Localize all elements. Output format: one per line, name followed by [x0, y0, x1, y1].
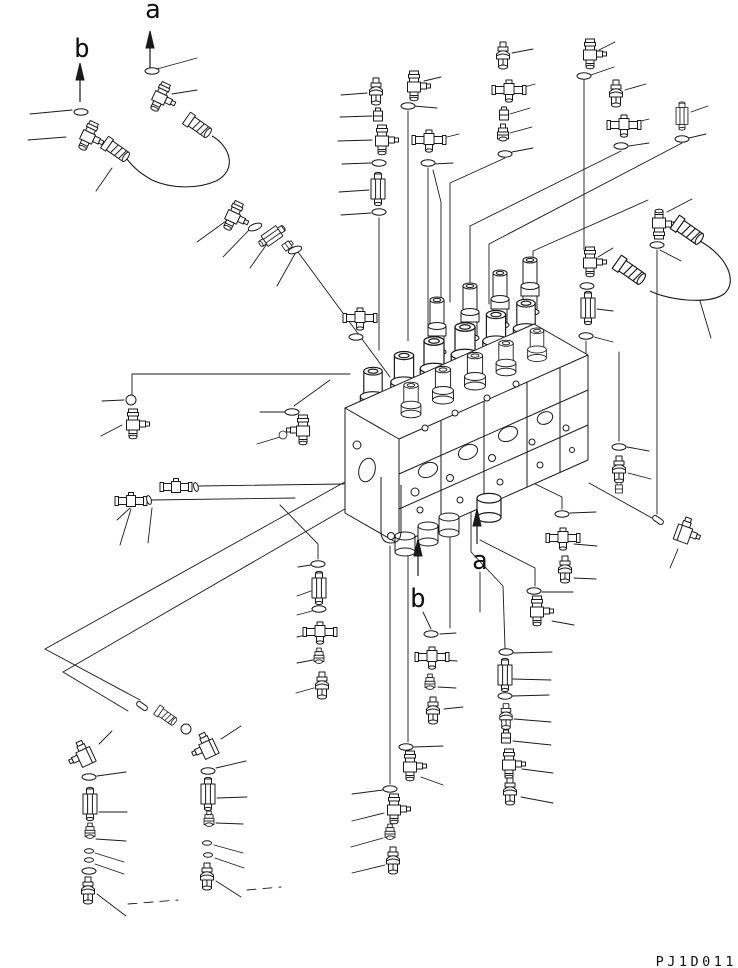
leader-line	[296, 688, 314, 693]
part-oring	[82, 774, 96, 780]
part-valve	[316, 672, 329, 699]
leader-line	[689, 134, 706, 138]
part-hosefit	[612, 255, 648, 287]
part-oring	[401, 103, 415, 109]
leader-line	[216, 881, 241, 897]
bottom-cap	[439, 513, 459, 537]
leader-line	[597, 309, 613, 311]
leader-line	[629, 143, 649, 146]
part-oring	[145, 68, 159, 74]
leader-line	[594, 337, 613, 342]
part-oring-sm	[85, 858, 94, 862]
leader-line	[298, 565, 311, 567]
part-tee	[412, 130, 446, 152]
part-hosefit	[101, 136, 132, 164]
bottom-cap	[477, 493, 501, 522]
leader-line	[700, 301, 711, 338]
leader-line	[352, 813, 384, 821]
part-elbow	[531, 596, 554, 626]
bottom-cap	[395, 532, 415, 556]
part-oring	[399, 744, 413, 750]
leader-line	[216, 823, 243, 824]
part-oring	[612, 444, 626, 450]
bottom-cap	[418, 522, 438, 546]
leader-line	[574, 578, 596, 579]
hose-top-left	[127, 136, 229, 187]
part-valve	[387, 847, 400, 874]
part-oring	[527, 588, 541, 594]
leader-line	[512, 695, 549, 696]
part-oring	[311, 561, 325, 567]
leader-line	[339, 190, 369, 192]
leader-line	[128, 900, 178, 904]
leader-line	[421, 777, 443, 785]
leader-line	[591, 67, 614, 75]
part-elbow-block	[186, 730, 219, 763]
view-arrow-a-top	[146, 31, 154, 68]
leader-line	[423, 612, 431, 629]
view-label-a-mid: a	[472, 546, 488, 576]
part-valve	[82, 877, 95, 904]
valve-cap	[528, 328, 547, 362]
leader-line	[341, 93, 367, 95]
part-elbow	[388, 794, 411, 824]
leader-line	[120, 509, 131, 545]
leader-line	[216, 761, 246, 768]
part-oring	[201, 768, 215, 774]
leader-line	[132, 374, 350, 395]
part-oring	[312, 606, 326, 612]
part-connector	[371, 172, 385, 205]
part-oring	[579, 333, 593, 339]
leader-line	[440, 633, 456, 634]
part-connector	[201, 777, 215, 810]
leader-line	[552, 621, 574, 625]
leader-line	[95, 864, 124, 874]
part-tee	[415, 647, 449, 669]
part-connector	[312, 571, 326, 604]
part-oring	[372, 160, 386, 166]
leader-line	[691, 106, 708, 112]
leader-line	[670, 549, 678, 568]
leader-line	[280, 505, 318, 559]
part-elbow-block	[63, 738, 96, 771]
leader-line	[340, 116, 372, 117]
part-washer	[181, 724, 191, 734]
view-label-b-mid: b	[410, 584, 426, 614]
part-pin	[136, 701, 149, 712]
part-oring	[421, 160, 435, 166]
part-elbow	[148, 81, 181, 118]
leader-line	[101, 425, 122, 436]
leader-line	[63, 506, 350, 711]
leader-line	[514, 719, 551, 722]
part-connector	[83, 787, 97, 820]
part-oring-sm	[204, 853, 213, 857]
leader-line	[96, 168, 112, 191]
view-label-b-top: b	[74, 34, 90, 64]
part-elbow	[404, 751, 427, 781]
part-plug	[314, 648, 324, 663]
part-elbow	[584, 39, 607, 69]
part-oring	[424, 631, 438, 637]
part-oring	[247, 222, 262, 233]
part-elbow	[503, 749, 526, 779]
part-hosefit	[670, 215, 706, 247]
part-connector	[498, 658, 512, 691]
leader-line	[341, 213, 371, 215]
leader-line	[512, 148, 533, 152]
leader-line	[221, 726, 241, 739]
part-oring-sm	[193, 482, 200, 492]
leader-line	[277, 252, 296, 286]
part-connector	[581, 291, 595, 324]
leader-line	[96, 839, 126, 841]
leader-line	[102, 400, 124, 401]
leader-line	[297, 591, 311, 596]
valve-cap	[401, 382, 421, 418]
part-washer	[279, 431, 287, 439]
part-nut	[502, 730, 511, 743]
leader-line	[217, 797, 247, 798]
part-elbow	[408, 71, 431, 101]
leader-line	[151, 498, 295, 500]
part-oring	[285, 409, 299, 415]
part-oring-sm	[203, 841, 212, 845]
part-elbow	[127, 409, 150, 439]
leader-line	[660, 250, 681, 261]
part-oring	[372, 209, 386, 215]
part-hosefit	[154, 705, 179, 727]
leader-line	[434, 163, 453, 164]
part-elbow	[376, 125, 399, 155]
leader-line	[627, 447, 649, 451]
part-oring	[383, 786, 397, 792]
part-valve	[500, 704, 512, 730]
part-elbow-block	[673, 515, 705, 547]
part-plug	[204, 811, 214, 826]
part-tee	[303, 622, 337, 644]
leader-line	[297, 660, 313, 663]
leader-line	[521, 797, 553, 803]
leader-line	[257, 437, 280, 444]
part-valve	[497, 42, 510, 69]
part-oring	[498, 693, 512, 699]
leader-line	[444, 707, 463, 709]
leader-line	[599, 42, 615, 50]
part-tee	[607, 115, 641, 137]
leader-line	[570, 512, 596, 513]
leader-line	[294, 380, 330, 406]
part-tee	[343, 308, 377, 330]
part-union	[160, 479, 192, 493]
part-valve	[427, 697, 440, 724]
leader-line	[513, 679, 551, 680]
leader-line	[199, 484, 344, 486]
leader-line	[172, 90, 197, 94]
part-oring	[577, 73, 591, 79]
part-valve	[370, 78, 383, 105]
leader-line	[99, 731, 112, 744]
part-oring	[675, 136, 689, 142]
leader-line	[513, 741, 551, 745]
leader-line	[297, 611, 312, 615]
leader-line	[214, 845, 243, 853]
part-nut	[615, 483, 622, 493]
part-plug	[425, 674, 435, 689]
leader-line	[598, 248, 613, 257]
leader-line	[667, 199, 692, 212]
leader-line	[148, 508, 152, 543]
part-elbow	[584, 247, 607, 277]
leader-line	[250, 241, 269, 268]
leader-line	[45, 478, 352, 700]
leader-line	[522, 769, 553, 773]
part-connector	[676, 102, 688, 130]
part-oring	[82, 868, 96, 874]
part-nut	[500, 107, 509, 120]
leader-line	[97, 894, 126, 916]
drawing-code: PJ1D011	[655, 954, 737, 968]
leader-line	[414, 746, 443, 747]
leader-line	[342, 163, 371, 164]
leader-line	[28, 137, 66, 140]
part-oring	[499, 649, 513, 655]
part-hosefit	[183, 112, 214, 140]
part-oring	[614, 143, 628, 149]
part-tee	[492, 80, 526, 102]
leader-line	[513, 652, 552, 653]
leader-line	[30, 110, 72, 114]
part-union	[115, 493, 147, 507]
leader-line	[510, 127, 532, 133]
leader-line	[433, 170, 441, 318]
part-oring	[498, 151, 512, 157]
part-oring	[555, 511, 569, 517]
leader-line	[438, 687, 456, 688]
leader-line	[574, 544, 597, 546]
leader-line	[512, 49, 533, 53]
leader-line	[352, 865, 385, 873]
part-valve	[610, 80, 623, 107]
part-oring	[650, 242, 664, 248]
valve-cap	[433, 366, 454, 404]
part-washer	[126, 395, 136, 405]
valve-cap	[465, 352, 486, 390]
part-valve	[201, 863, 214, 890]
part-oring-sm	[85, 849, 94, 853]
valve-cap	[496, 340, 516, 376]
part-valve	[504, 778, 517, 805]
leader-line	[338, 140, 372, 141]
part-elbow	[287, 415, 310, 445]
part-oring	[74, 109, 88, 115]
part-oring	[580, 283, 594, 289]
view-label-a-top: a	[145, 0, 161, 25]
leader-line	[480, 540, 535, 586]
part-valve	[613, 456, 626, 483]
leader-line	[215, 858, 244, 868]
leader-line	[625, 84, 646, 90]
leader-line	[510, 108, 530, 114]
hose-right	[650, 241, 730, 300]
view-arrow-b-top	[76, 63, 84, 102]
part-tee	[546, 528, 580, 550]
leader-line	[447, 134, 459, 137]
leader-line	[352, 790, 383, 794]
part-pin	[652, 515, 665, 526]
leader-line	[628, 473, 651, 479]
leader-line	[351, 838, 383, 847]
main-control-valve	[345, 257, 588, 556]
leader-line	[424, 77, 441, 81]
part-nut	[374, 108, 383, 121]
leader-line	[197, 221, 226, 242]
part-oring	[349, 334, 363, 340]
leader-line	[223, 229, 250, 257]
part-elbow	[653, 209, 676, 239]
part-plug	[385, 824, 395, 839]
leader-line	[247, 887, 281, 890]
leader-line	[95, 853, 124, 862]
part-valve	[559, 556, 572, 583]
leader-line	[414, 106, 437, 108]
part-plug	[498, 124, 509, 141]
part-plug	[85, 823, 95, 838]
leader-line	[157, 58, 197, 69]
leader-line	[97, 772, 126, 776]
